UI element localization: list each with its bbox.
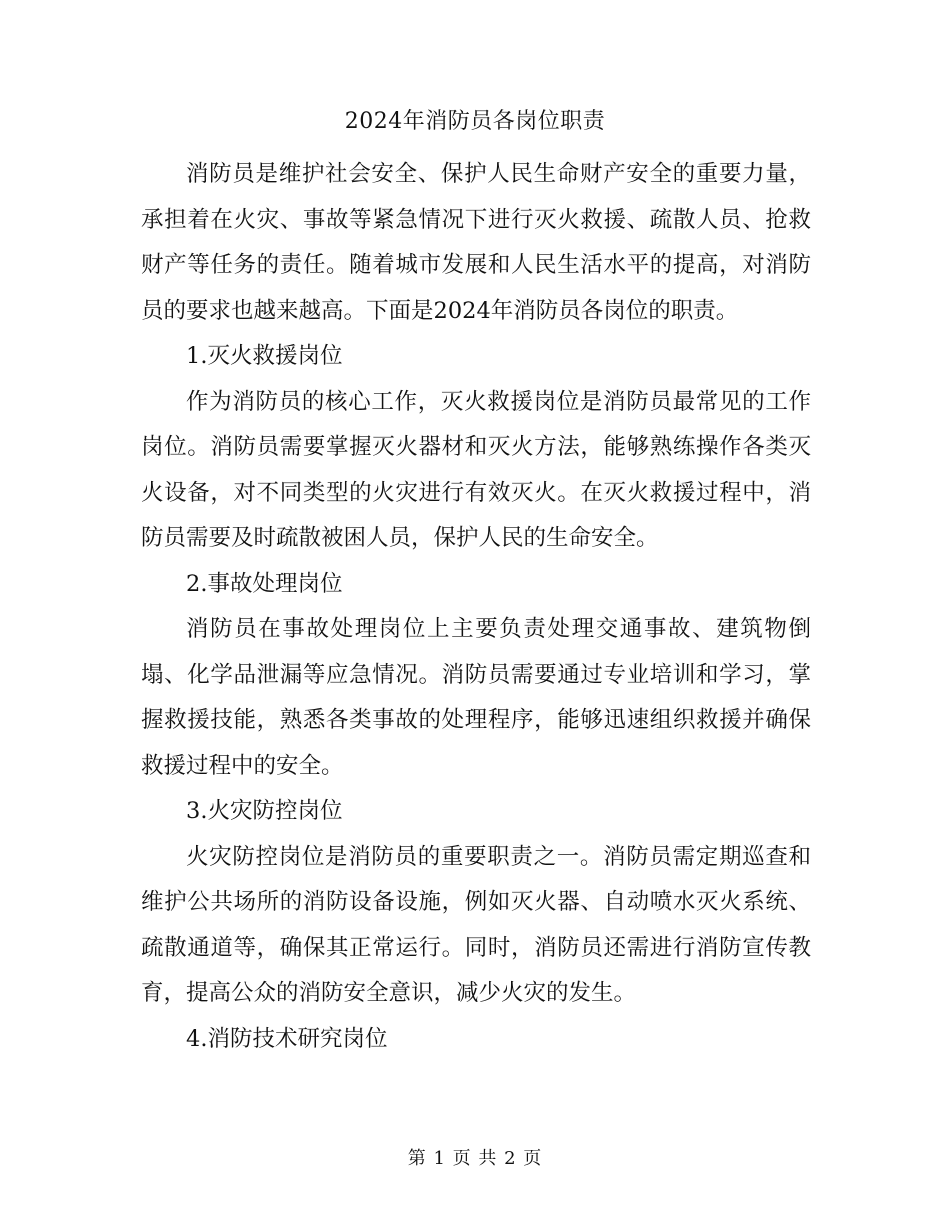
paragraph-section-1: 作为消防员的核心工作，灭火救援岗位是消防员最常见的工作岗位。消防员需要掌握灭火器材和灭火方法，能够熟练操作各类灭火设备，对不同类型的火灾进行有效灭火。在灭火救援过程中，消防员需要及时疏散被困人员，保护人民的生命安全。 — [141, 388, 811, 551]
section-heading-4: 4.消防技术研究岗位 — [186, 1025, 388, 1052]
document-title: 2024年消防员各岗位职责 — [344, 109, 606, 134]
paragraph-intro: 消防员是维护社会安全、保护人民生命财产安全的重要力量，承担着在火灾、事故等紧急情况下进行灭火救援、疏散人员、抢救财产等任务的责任。随着城市发展和人民生活水平的提高，对消防员的要求也越来越高。下面是2024年消防员各岗位的职责。 — [141, 161, 811, 324]
paragraph-section-2: 消防员在事故处理岗位上主要负责处理交通事故、建筑物倒塌、化学品泄漏等应急情况。消防员需要通过专业培训和学习，掌握救援技能，熟悉各类事故的处理程序，能够迅速组织救援并确保救援过程中的安全。 — [141, 616, 811, 779]
section-heading-3: 3.火灾防控岗位 — [186, 798, 343, 824]
section-heading-2: 2.事故处理岗位 — [186, 570, 343, 597]
page-footer: 第 1 页 共 2 页 — [407, 1148, 543, 1169]
section-heading-1: 1.灭火救援岗位 — [186, 343, 343, 369]
document-body — [141, 152, 811, 1062]
paragraph-section-3: 火灾防控岗位是消防员的重要职责之一。消防员需定期巡查和维护公共场所的消防设备设施，例如灭火器、自动喷水灭火系统、疏散通道等，确保其正常运行。同时，消防员还需进行消防宣传教育，提高公众的消防安全意识，减少火灾的发生。 — [141, 843, 811, 1006]
